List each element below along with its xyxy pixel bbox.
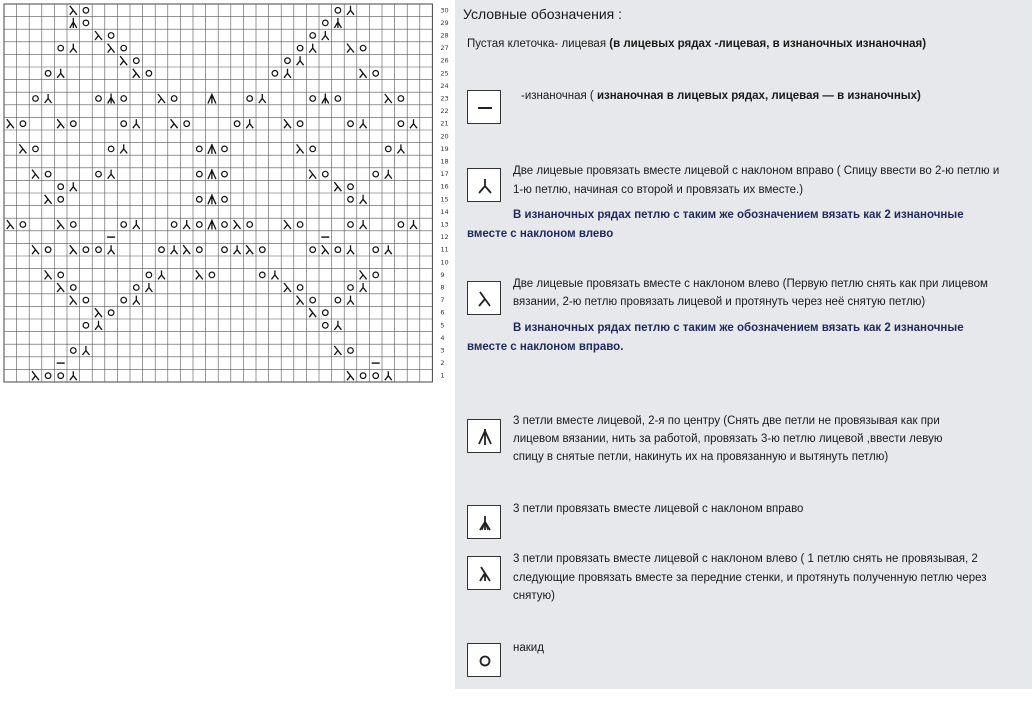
legend-ssk-line2: вязании, 2-ю петлю провязать лицевой и протянуть через неё снятую петлю) (513, 296, 926, 308)
legend-k2tog-line2: 1-ю петлю, начиная со второй и провязать их вместе.) (513, 184, 804, 196)
legend-purl-bold: изнаночная в лицевых рядах, лицевая — в изнаночных) (596, 90, 921, 102)
row-label: 24 (440, 81, 449, 90)
row-label: 18 (440, 157, 449, 166)
k3tog-icon (468, 506, 502, 540)
legend-k3tog-line1: 3 петли провязать вместе лицевой с наклоном вправо (513, 503, 804, 515)
purl-symbol-box (467, 90, 501, 124)
row-label: 19 (440, 144, 449, 153)
legend-sk2p-line3: снятую) (513, 590, 555, 602)
row-label: 13 (440, 220, 449, 229)
row-label: 12 (440, 233, 449, 242)
legend-sk2p-line1: 3 петли провязать вместе лицевой с наклоном влево ( 1 петлю снять не провязывая, 2 (513, 553, 978, 565)
k2tog-symbol-box (467, 168, 501, 202)
row-label: 23 (440, 94, 449, 103)
legend-k2tog-note1: В изнаночных рядах петлю с таким же обозначением вязать как 2 изнаночные (513, 209, 964, 221)
row-label: 16 (440, 182, 449, 191)
row-label: 6 (440, 308, 445, 317)
knitting-chart-grid (0, 0, 450, 430)
cdd-symbol-box (467, 419, 501, 453)
row-label: 14 (440, 207, 449, 216)
row-label: 4 (440, 333, 445, 342)
legend-panel (455, 0, 1032, 689)
legend-cdd-line2: лицевом вязании, нить за работой, провязать 3-ю петлю лицевой ,ввести левую (513, 433, 943, 445)
legend-purl-text (521, 88, 921, 105)
row-label: 17 (440, 170, 449, 179)
row-label: 7 (440, 296, 445, 305)
ssk-symbol-box (467, 281, 501, 315)
sk2p-icon (468, 557, 502, 591)
yo-symbol-box (467, 643, 501, 677)
legend-empty-cell (467, 36, 926, 53)
ssk-icon (468, 282, 502, 316)
legend-cdd-line1: 3 петли вместе лицевой, 2-я по центру (Снять две петли не провязывая как при (513, 415, 940, 427)
legend-ssk-note2: вместе с наклоном вправо. (467, 341, 624, 353)
row-label: 11 (440, 245, 449, 254)
legend-ssk-note1: В изнаночных рядах петлю с таким же обозначением вязать как 2 изнаночные (513, 322, 964, 334)
yo-icon (468, 644, 502, 678)
legend-yo-line1: накид (513, 642, 544, 654)
legend-k2tog-note2: вместе с наклоном влево (467, 228, 614, 240)
cdd-icon (468, 420, 502, 454)
row-label: 3 (440, 346, 445, 355)
legend-k2tog-line1: Две лицевые провязать вместе лицевой с наклоном вправо ( Спицу ввести во 2-ю петлю и (513, 165, 1000, 177)
legend-purl-plain: -изнаночная ( (521, 90, 597, 102)
sk2p-symbol-box (467, 556, 501, 590)
row-label: 21 (440, 119, 449, 128)
k3tog-symbol-box (467, 505, 501, 539)
row-label: 25 (440, 69, 449, 78)
k2tog-icon (468, 169, 502, 203)
row-label: 9 (440, 270, 445, 279)
legend-sk2p-line2: следующие провязать вместе за передние стенки, и протянуть полученную петлю через (513, 572, 987, 584)
purl-icon (468, 91, 502, 125)
row-label: 10 (440, 258, 449, 267)
legend-empty-cell-bold: (в лицевых рядах -лицевая, в изнаночных изнаночная) (609, 38, 927, 50)
row-label: 8 (440, 283, 445, 292)
row-label: 30 (440, 6, 449, 15)
legend-title: Условные обозначения : (463, 6, 623, 22)
row-label: 28 (440, 31, 449, 40)
row-label: 15 (440, 195, 449, 204)
legend-cdd-line3: спицу в снятые петли, накинуть их на провязанную и вытянуть петлю) (513, 451, 889, 463)
row-label: 26 (440, 56, 449, 65)
row-label: 5 (440, 321, 445, 330)
row-label: 20 (440, 132, 449, 141)
row-label: 29 (440, 18, 449, 27)
legend-ssk-line1: Две лицевые провязать вместе с наклоном влево (Первую петлю снять как при лицевом (513, 278, 988, 290)
row-label: 2 (440, 359, 445, 368)
knitting-chart (0, 0, 450, 430)
row-label: 1 (440, 371, 445, 380)
row-label: 22 (440, 107, 449, 116)
legend-empty-cell-plain: Пустая клеточка- лицевая (467, 38, 610, 50)
row-label: 27 (440, 44, 449, 53)
